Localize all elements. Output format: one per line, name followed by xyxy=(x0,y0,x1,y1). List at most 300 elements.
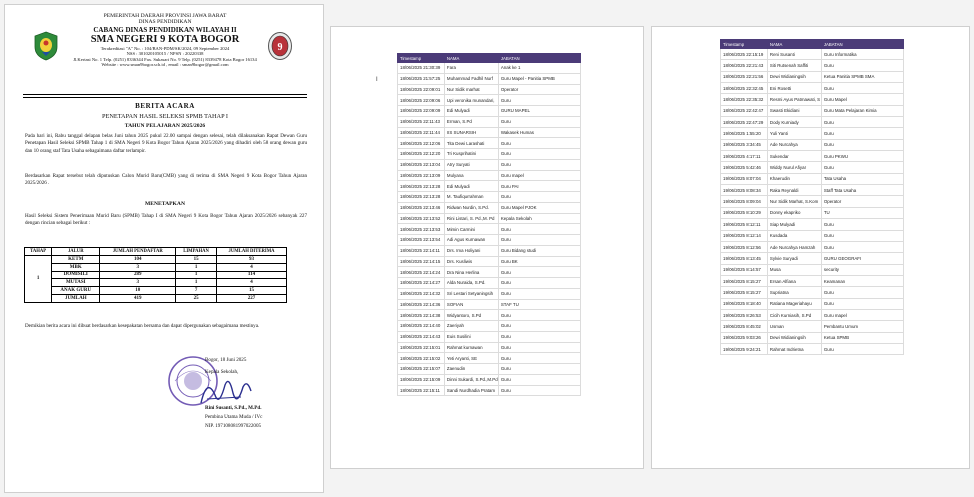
table-row xyxy=(721,94,904,105)
position-cell: Guru Mata Pelajaran Kimia xyxy=(821,105,903,116)
timestamp-cell: 18/06/2025 22:15:09 xyxy=(398,374,445,385)
name-cell: Drs. Kusliwis xyxy=(444,256,498,267)
name-cell: Adi Agus Kurnawan xyxy=(444,235,498,246)
timestamp-cell: 18/06/2025 22:12:20 xyxy=(398,149,445,160)
name-cell: Alda Nuraida, S.Pd. xyxy=(444,278,498,289)
position-cell: Guru xyxy=(498,224,580,235)
table-row xyxy=(25,271,287,279)
position-cell: Guru xyxy=(498,353,580,364)
table-row xyxy=(25,263,287,271)
letterhead-branch: CABANG DINAS PENDIDIKAN WILAYAH II xyxy=(93,25,237,34)
name-cell: Widdy Nurul Afiyar xyxy=(767,162,821,173)
table-header-tahap: TAHAP xyxy=(25,248,52,256)
position-cell: Guru xyxy=(498,374,580,385)
column-header-nama: NAMA xyxy=(767,40,821,49)
table-row xyxy=(25,279,287,287)
table-row xyxy=(721,173,904,184)
position-cell: Tata Usaha xyxy=(821,173,903,184)
table-row xyxy=(25,256,287,264)
table-row xyxy=(398,73,581,84)
timestamp-cell: 19/06/2025 8:26:53 xyxy=(721,309,768,320)
jalur-cell: MUTASI xyxy=(52,279,100,287)
name-cell: Siap Mulyadi xyxy=(767,219,821,230)
name-cell: Edi Mulyadi xyxy=(444,106,498,117)
table-row xyxy=(721,151,904,162)
table-row xyxy=(721,275,904,286)
position-cell: Guru xyxy=(821,162,903,173)
signer-rank: Pembina Utama Muda / IVc xyxy=(205,414,263,420)
table-row xyxy=(398,84,581,95)
table-row xyxy=(398,63,581,74)
name-cell: Tri Kusprihatini xyxy=(444,149,498,160)
name-cell: Euis Susilini xyxy=(444,331,498,342)
opening-paragraph: Pada hari ini, Rabu tanggal delapan belas Juni tahun 2025 pukul 22.00 sampai dengan selesai, telah dilaksanakan Rapat Dewan Guru Penetapan Hasil Seleksi SPMB Tahap 1 di SMA Negeri 9 Kota Bogor Tahun Ajaran 2025/2026 yang dihadiri oleh 58 orang dewan guru dan 10 orang staf Tata Usaha sebagaimana daftar terlampir. xyxy=(25,133,307,154)
svg-text:9: 9 xyxy=(277,42,283,53)
name-cell: Sukendar xyxy=(767,151,821,162)
position-cell: Guru BK xyxy=(498,256,580,267)
timestamp-cell: 18/06/2025 22:12:06 xyxy=(398,138,445,149)
name-cell: Raka Reynaldi xyxy=(767,185,821,196)
name-cell: Yeti Aryanti, SE xyxy=(444,353,498,364)
position-cell: Guru xyxy=(821,60,903,71)
attendance-sheet-page-1 xyxy=(330,26,644,469)
table-header-limpahan: LIMPAHAN xyxy=(176,248,217,256)
table-row xyxy=(398,299,581,310)
name-cell: Atry Suryati xyxy=(444,159,498,170)
jalur-cell: KETM xyxy=(52,256,100,264)
attendance-table-1 xyxy=(397,53,581,396)
name-cell: Erman, S.Pd xyxy=(444,116,498,127)
position-cell: Guru xyxy=(821,128,903,139)
table-row xyxy=(721,128,904,139)
table-row xyxy=(398,235,581,246)
timestamp-cell: 19/06/2025 8:15:27 xyxy=(721,287,768,298)
position-cell: Anak ke 1 xyxy=(498,63,580,74)
name-cell: Supriatna xyxy=(767,287,821,298)
name-cell: Muhammad Fadhil Nurf xyxy=(444,73,498,84)
diterima-cell: 227 xyxy=(217,294,287,302)
timestamp-cell: 19/06/2025 8:08:34 xyxy=(721,185,768,196)
name-cell: Tita Dewi Larashati xyxy=(444,138,498,149)
name-cell: Ade Nurcahya xyxy=(767,139,821,150)
table-row xyxy=(398,288,581,299)
signature-place-date: Bogor, 18 Juni 2025 xyxy=(205,357,247,363)
position-cell: Guru xyxy=(821,241,903,252)
position-cell: Guru xyxy=(498,116,580,127)
table-row xyxy=(721,321,904,332)
name-cell: SOFIAN xyxy=(444,299,498,310)
timestamp-cell: 19/06/2025 9:03:26 xyxy=(721,332,768,343)
position-cell: Guru xyxy=(498,192,580,203)
timestamp-cell: 19/06/2025 8:09:04 xyxy=(721,196,768,207)
pendaftar-cell: 3 xyxy=(100,279,176,287)
jalur-cell: ANAK GURU xyxy=(52,287,100,295)
position-cell: Keamanan xyxy=(821,275,903,286)
name-cell: Dody Kurniady xyxy=(767,117,821,128)
timestamp-cell: 18/06/2025 22:21:56 xyxy=(721,71,768,82)
position-cell: Guru xyxy=(498,138,580,149)
name-cell: Sri Lestari Setyaningsih xyxy=(444,288,498,299)
position-cell: Guru Informatika xyxy=(821,49,903,60)
table-row xyxy=(721,207,904,218)
timestamp-cell: 18/06/2025 22:15:19 xyxy=(721,49,768,60)
table-row xyxy=(398,385,581,396)
letterhead-school-name: SMA NEGERI 9 KOTA BOGOR xyxy=(90,33,240,45)
timestamp-cell: 18/06/2025 22:13:54 xyxy=(398,235,445,246)
timestamp-cell: 18/06/2025 21:57:25 xyxy=(398,73,445,84)
position-cell: Operator xyxy=(821,196,903,207)
letterhead-nss: NSS : 301020105015 / NPSN : 20220338 xyxy=(126,51,204,57)
table-row xyxy=(398,95,581,106)
position-cell: security xyxy=(821,264,903,275)
timestamp-cell: 18/06/2025 22:13:28 xyxy=(398,181,445,192)
name-cell: Ridwan Nurdin, S.Pd. xyxy=(444,202,498,213)
timestamp-cell: 19/06/2025 3:34:45 xyxy=(721,139,768,150)
timestamp-cell: 19/06/2025 8:12:56 xyxy=(721,241,768,252)
signer-nip: NIP. 197108081997022005 xyxy=(205,423,262,429)
table-row xyxy=(25,287,287,295)
name-cell: Rahmat Indrietna xyxy=(767,343,821,354)
column-header-nama: NAMA xyxy=(444,54,498,63)
position-cell: Guru mapel xyxy=(498,170,580,181)
timestamp-cell: 19/06/2025 8:18:40 xyxy=(721,298,768,309)
position-cell: Guru xyxy=(498,159,580,170)
timestamp-cell: 19/06/2025 8:07:04 xyxy=(721,173,768,184)
position-cell: Guru xyxy=(821,83,903,94)
letterhead-website: Website : www.sman9bogor.sch.id , email : sman9bogor@gmail.com xyxy=(101,61,229,67)
table-row xyxy=(398,159,581,170)
closing-paragraph: Demikian berita acara ini dibuat berdasarkan kesepakatan bersama dan dapat dipergunakan sebagaimana mestinya. xyxy=(25,323,260,329)
letterhead-accreditation: Terakreditasi "A" No. : 104/BAN-PDM/SK/2024, 09 September 2024 xyxy=(100,45,230,51)
name-cell: Sylvie Suryadi xyxy=(767,253,821,264)
table-row xyxy=(398,353,581,364)
name-cell: Edi Mulyadi xyxy=(444,181,498,192)
timestamp-cell: 19/06/2025 8:13:45 xyxy=(721,253,768,264)
table-row xyxy=(398,267,581,278)
position-cell: Guru xyxy=(498,310,580,321)
timestamp-cell: 18/06/2025 22:14:11 xyxy=(398,245,445,256)
table-row xyxy=(721,332,904,343)
name-cell: Nur Sidik Marhat, S.Kom xyxy=(767,196,821,207)
timestamp-cell: 18/06/2025 22:09:01 xyxy=(398,84,445,95)
name-cell: Cicih Kurniasih, S.Pd xyxy=(767,309,821,320)
position-cell: Guru xyxy=(498,342,580,353)
timestamp-cell: 18/06/2025 22:15:11 xyxy=(398,385,445,396)
timestamp-cell: 18/06/2025 22:14:27 xyxy=(398,278,445,289)
name-cell: Donny ekapriko xyxy=(767,207,821,218)
table-row xyxy=(721,309,904,320)
table-row xyxy=(398,192,581,203)
academic-year: TAHUN PELAJARAN 2025/2026 xyxy=(124,123,206,129)
limpahan-cell: 1 xyxy=(176,263,217,271)
limpahan-cell: 1 xyxy=(176,279,217,287)
position-cell: GURU MAPEL xyxy=(498,106,580,117)
signature-role: Kepala Sekolah, xyxy=(205,369,239,375)
position-cell: Guru xyxy=(498,385,580,396)
diterima-cell: 114 xyxy=(217,271,287,279)
timestamp-cell: 18/06/2025 22:14:15 xyxy=(398,256,445,267)
determination-paragraph: Hasil Seleksi Sistem Penerimaan Murid Baru (SPMB) Tahap I di SMA Negeri 9 Kota Bogor Tahun Ajaran 2025/2026 sebanyak 227 dengan rincian sebagai berikut : xyxy=(25,213,307,227)
position-cell: GURU GEOGRAFI xyxy=(821,253,903,264)
position-cell: Guru xyxy=(821,230,903,241)
selection-result-table xyxy=(24,247,287,303)
jalur-cell: MBK xyxy=(52,263,100,271)
position-cell: Guru xyxy=(821,117,903,128)
table-row xyxy=(398,224,581,235)
name-cell: Ersan Alfiana xyxy=(767,275,821,286)
name-cell: Mimin Carmini xyxy=(444,224,498,235)
timestamp-cell: 18/06/2025 22:14:40 xyxy=(398,321,445,332)
name-cell: Zaeriyah xyxy=(444,321,498,332)
name-cell: Eni Rosetti xyxy=(767,83,821,94)
table-row xyxy=(721,60,904,71)
pendaftar-cell: 10 xyxy=(100,287,176,295)
diterima-cell: 15 xyxy=(217,287,287,295)
name-cell: Yuli Yanti xyxy=(767,128,821,139)
name-cell: Ade Nurcahya Hamzah xyxy=(767,241,821,252)
column-header-jabatan: JABATAN xyxy=(498,54,580,63)
table-row xyxy=(398,342,581,353)
document-subtitle: PENETAPAN HASIL SELEKSI SPMB TAHAP I xyxy=(101,113,229,120)
position-cell: Guru PKWU xyxy=(821,151,903,162)
name-cell: Zaenudin xyxy=(444,364,498,375)
name-cell: Rini Listari, S. Pd.,M. Pd xyxy=(444,213,498,224)
timestamp-cell: 19/06/2025 8:12:11 xyxy=(721,219,768,230)
position-cell: Guru xyxy=(498,235,580,246)
name-cell: Khaerudin xyxy=(767,173,821,184)
letterhead-department: DINAS PENDIDIKAN xyxy=(138,19,192,26)
name-cell: Fara xyxy=(444,63,498,74)
table-row xyxy=(398,181,581,192)
table-row xyxy=(721,185,904,196)
timestamp-cell: 18/06/2025 22:47:29 xyxy=(721,117,768,128)
table-row xyxy=(398,202,581,213)
table-row xyxy=(721,117,904,128)
diterima-cell: 4 xyxy=(217,263,287,271)
table-row xyxy=(721,49,904,60)
signer-name: Rini Susanti, S.Pd., M.Pd. xyxy=(205,405,262,411)
timestamp-cell: 18/06/2025 22:21:43 xyxy=(721,60,768,71)
table-row xyxy=(721,230,904,241)
position-cell: Guru xyxy=(498,278,580,289)
table-total-row xyxy=(25,294,287,302)
table-row xyxy=(398,321,581,332)
table-row xyxy=(721,162,904,173)
table-row xyxy=(721,139,904,150)
timestamp-cell: 18/06/2025 22:42:47 xyxy=(721,105,768,116)
timestamp-cell: 18/06/2025 22:14:24 xyxy=(398,267,445,278)
name-cell: Nur Sidik marhat xyxy=(444,84,498,95)
name-cell: Ratiana Mageriahayu xyxy=(767,298,821,309)
name-cell: Dewi Widianingsih xyxy=(767,332,821,343)
name-cell: Widyantoro, S.Pd xyxy=(444,310,498,321)
attendance-sheet-page-2 xyxy=(651,26,970,469)
name-cell: Dewi Widianingsih xyxy=(767,71,821,82)
column-header-jabatan: JABATAN xyxy=(821,40,903,49)
position-cell: Guru xyxy=(498,288,580,299)
position-cell: Guru xyxy=(821,343,903,354)
limpahan-cell: 15 xyxy=(176,256,217,264)
position-cell: Staff Tata Usaha xyxy=(821,185,903,196)
timestamp-cell: 18/06/2025 22:13:46 xyxy=(398,202,445,213)
timestamp-cell: 18/06/2025 22:11:43 xyxy=(398,116,445,127)
diterima-cell: 93 xyxy=(217,256,287,264)
position-cell: Wakasek Humas xyxy=(498,127,580,138)
timestamp-cell: 18/06/2025 22:32:45 xyxy=(721,83,768,94)
column-header-timestamp: Timestamp xyxy=(398,54,445,63)
table-row xyxy=(398,310,581,321)
timestamp-cell: 19/06/2025 8:12:14 xyxy=(721,230,768,241)
name-cell: Mulyana xyxy=(444,170,498,181)
table-row xyxy=(398,149,581,160)
pendaftar-cell: 104 xyxy=(100,256,176,264)
timestamp-cell: 18/06/2025 22:13:52 xyxy=(398,213,445,224)
table-row xyxy=(721,71,904,82)
timestamp-cell: 18/06/2025 22:13:04 xyxy=(398,159,445,170)
table-row xyxy=(398,245,581,256)
table-row xyxy=(721,264,904,275)
timestamp-cell: 18/06/2025 22:15:01 xyxy=(398,342,445,353)
position-cell: Ketua Panitia SPMB SMA xyxy=(821,71,903,82)
table-row xyxy=(398,256,581,267)
table-row xyxy=(721,83,904,94)
timestamp-cell: 18/06/2025 22:15:07 xyxy=(398,364,445,375)
position-cell: Guru xyxy=(821,287,903,298)
timestamp-cell: 18/06/2025 22:15:02 xyxy=(398,353,445,364)
name-cell: Drs. Ima Holiyani xyxy=(444,245,498,256)
table-row xyxy=(398,106,581,117)
name-cell: Rahmat kurnawan xyxy=(444,342,498,353)
letterhead xyxy=(5,13,324,67)
diterima-cell: 4 xyxy=(217,279,287,287)
name-cell: Dinni Sukardi, S.Pd.,M.Pd xyxy=(444,374,498,385)
position-cell: TU xyxy=(821,207,903,218)
table-header-pendaftar: JUMLAH PENDAFTAR xyxy=(100,248,176,256)
table-row xyxy=(398,170,581,181)
timestamp-cell: 18/06/2025 22:14:43 xyxy=(398,331,445,342)
table-row xyxy=(398,278,581,289)
timestamp-cell: 19/06/2025 4:17:11 xyxy=(721,151,768,162)
timestamp-cell: 18/06/2025 22:09:06 xyxy=(398,95,445,106)
name-cell: M. Taufiqurrahman xyxy=(444,192,498,203)
position-cell: Guru Mapel - Panitia SPMB xyxy=(498,73,580,84)
table-row xyxy=(398,127,581,138)
position-cell: Guru xyxy=(821,219,903,230)
position-cell: Guru xyxy=(498,331,580,342)
pendaftar-cell: 419 xyxy=(100,294,176,302)
table-row xyxy=(398,331,581,342)
position-cell: Operator xyxy=(498,84,580,95)
berita-acara-page xyxy=(4,4,324,493)
timestamp-cell: 18/06/2025 22:14:38 xyxy=(398,310,445,321)
table-row xyxy=(721,253,904,264)
timestamp-cell: 18/06/2025 22:14:36 xyxy=(398,299,445,310)
timestamp-cell: 19/06/2025 8:14:57 xyxy=(721,264,768,275)
table-row xyxy=(398,364,581,375)
document-title: BERITA ACARA xyxy=(135,102,195,110)
table-row xyxy=(721,298,904,309)
position-cell: Guru PAI xyxy=(498,181,580,192)
name-cell: Dra Nina Herlina xyxy=(444,267,498,278)
column-header-timestamp: Timestamp xyxy=(721,40,768,49)
timestamp-cell: 19/06/2025 1:55:20 xyxy=(721,128,768,139)
table-row xyxy=(398,213,581,224)
table-header-diterima: JUMLAH DITERIMA xyxy=(217,248,287,256)
table-row xyxy=(721,219,904,230)
position-cell: Guru Bidang studi xyxy=(498,245,580,256)
name-cell: Kusdada xyxy=(767,230,821,241)
position-cell: Guru xyxy=(498,364,580,375)
table-row xyxy=(398,374,581,385)
table-row xyxy=(721,287,904,298)
position-cell: Guru mapel xyxy=(821,309,903,320)
position-cell: Guru Mapel xyxy=(821,94,903,105)
name-cell: Musa xyxy=(767,264,821,275)
pendaftar-cell: 289 xyxy=(100,271,176,279)
name-cell: Reni Susanti xyxy=(767,49,821,60)
table-row xyxy=(721,105,904,116)
name-cell: Usman xyxy=(767,321,821,332)
position-cell: Pembantu Umum xyxy=(821,321,903,332)
timestamp-cell: 18/06/2025 22:13:53 xyxy=(398,224,445,235)
timestamp-cell: 19/06/2025 5:42:46 xyxy=(721,162,768,173)
limpahan-cell: 1 xyxy=(176,271,217,279)
name-cell: IIS SUNARSIH xyxy=(444,127,498,138)
position-cell: Guru xyxy=(498,321,580,332)
name-cell: Sandi Nurdhadia Pratam xyxy=(444,385,498,396)
name-cell: Siti Rutsenah Saffiti xyxy=(767,60,821,71)
text-cursor-icon: I xyxy=(376,77,378,83)
position-cell: Ketua SPMB xyxy=(821,332,903,343)
timestamp-cell: 19/06/2025 8:15:27 xyxy=(721,275,768,286)
limpahan-cell: 7 xyxy=(176,287,217,295)
position-cell: Kepala Sekolah xyxy=(498,213,580,224)
tahap-cell: 1 xyxy=(25,256,52,303)
name-cell: Resmi Ayus Patmawati, S xyxy=(767,94,821,105)
letterhead-address: Jl.Kertasi No. 1 Telp. (0251) 8336344 Fax. Sukasari No. 9 Telp. (0251) 8339478 Kota Bogor 16134 xyxy=(73,56,257,62)
table-row xyxy=(721,241,904,252)
position-cell: Guru xyxy=(821,298,903,309)
table-row xyxy=(721,196,904,207)
position-cell: Guru Mapel PJOK xyxy=(498,202,580,213)
limpahan-cell: 25 xyxy=(176,294,217,302)
timestamp-cell: 18/06/2025 21:30:39 xyxy=(398,63,445,74)
table-row xyxy=(721,343,904,354)
timestamp-cell: 19/06/2025 8:45:02 xyxy=(721,321,768,332)
timestamp-cell: 18/06/2025 22:09:09 xyxy=(398,106,445,117)
timestamp-cell: 18/06/2025 22:14:32 xyxy=(398,288,445,299)
position-cell: Guru xyxy=(498,95,580,106)
pendaftar-cell: 3 xyxy=(100,263,176,271)
table-row xyxy=(398,116,581,127)
name-cell: Upi veronika munandari, xyxy=(444,95,498,106)
timestamp-cell: 18/06/2025 22:35:32 xyxy=(721,94,768,105)
timestamp-cell: 18/06/2025 22:13:09 xyxy=(398,170,445,181)
section-heading: MENETAPKAN xyxy=(145,201,185,207)
timestamp-cell: 19/06/2025 8:10:29 xyxy=(721,207,768,218)
timestamp-cell: 19/06/2025 9:24:21 xyxy=(721,343,768,354)
decision-paragraph: Berdasarkan Rapat tersebut telah diputuskan Calon Murid Baru(CMB) yang di terima di SMA Negeri 9 Kota Bogor Tahun Ajaran 2025/2026 . xyxy=(25,173,307,187)
position-cell: Guru xyxy=(498,267,580,278)
attendance-table-2 xyxy=(720,39,904,355)
timestamp-cell: 18/06/2025 22:11:44 xyxy=(398,127,445,138)
position-cell: Guru xyxy=(498,149,580,160)
letterhead-divider-thin xyxy=(23,97,307,98)
timestamp-cell: 18/06/2025 22:13:28 xyxy=(398,192,445,203)
jalur-cell: DOMISILI xyxy=(52,271,100,279)
letterhead-divider xyxy=(23,94,307,95)
table-row xyxy=(398,138,581,149)
